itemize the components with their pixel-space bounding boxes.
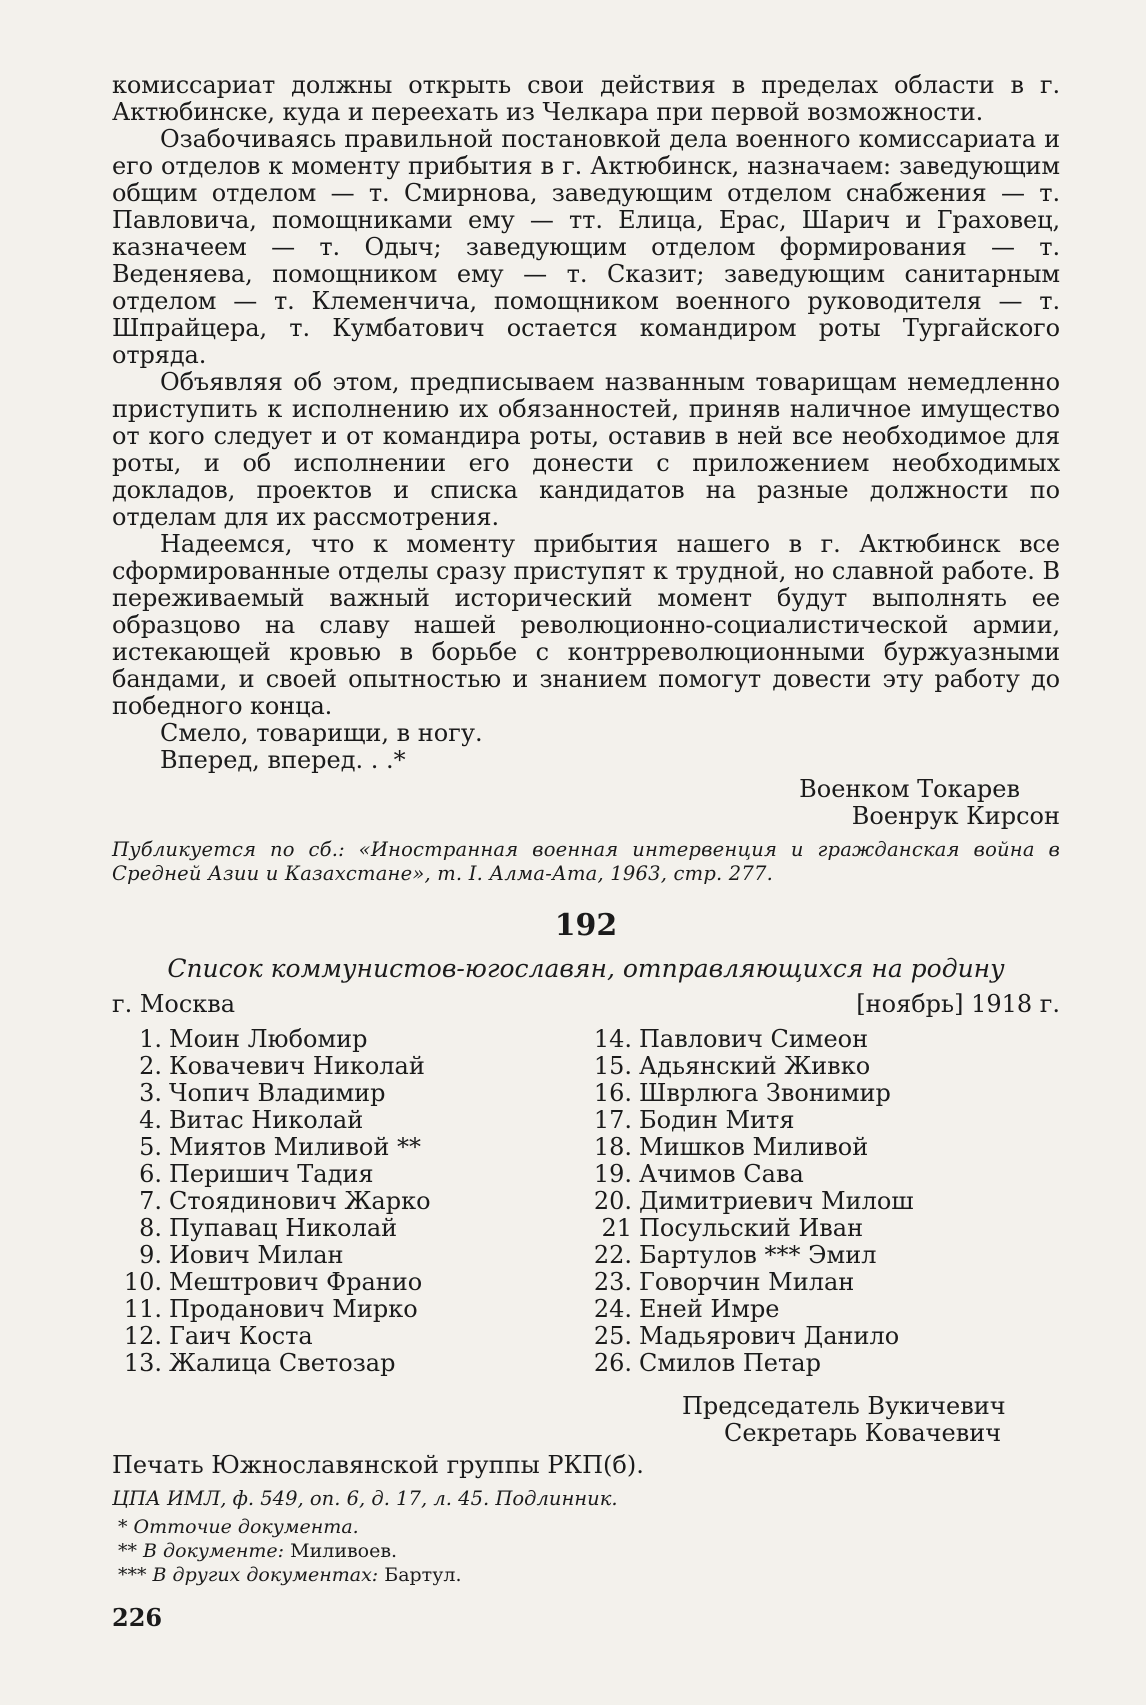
list-item-number: 13. [123,1349,162,1377]
list-item-number: 15. [593,1052,632,1080]
list-item-number: 17. [593,1106,632,1134]
list-item-number: 26. [593,1349,632,1377]
list-item [112,1242,582,1269]
list-item [112,1269,582,1296]
list-item-number: 9. [139,1241,162,1269]
list-item [582,1242,1060,1269]
list-item-name: Говорчин Милан [639,1268,855,1296]
footnote-value: Бартул. [384,1564,462,1586]
list-item-name: Ачимов Сава [639,1160,804,1188]
list-item-name: Гаич Коста [169,1322,313,1350]
signature-line: Председатель Вукичевич [682,1392,1006,1420]
list-item-name: Павлович Симеон [639,1025,869,1053]
list-item-number: 12. [123,1322,162,1350]
list-item-number: 8. [139,1214,162,1242]
list-item-number: 3. [139,1079,162,1107]
list-item-name: Ковачевич Николай [169,1052,425,1080]
paragraph: Объявляя об этом, предписываем названным товарищам немедленно приступить к исполнению их обязанностей, приняв наличное имущество от кого следует и от командира роты, оставив в ней все необходимое для роты, и об исполнении его донести с приложением необходимых докладов, проектов и списка кандидатов на разные должности по отделам для их рассмотрения. [112,368,1060,531]
list-item-name: Витас Николай [169,1106,364,1134]
footnote-mark: *** [118,1564,153,1586]
list-item-name: Мадьярович Данило [639,1322,900,1350]
signature-line: Секретарь Ковачевич [724,1419,1002,1447]
list-item [582,1080,1060,1107]
list-item [112,1350,582,1377]
archive-reference: ЦПА ИМЛ, ф. 549, оп. 6, д. 17, л. 45. Подлинник. [112,1487,618,1510]
list-item [582,1323,1060,1350]
list-item-number: 7. [139,1187,162,1215]
seal-note: Печать Южнославянской группы РКП(б). [112,1451,644,1479]
list-item-name: Посульский Иван [639,1214,864,1242]
list-item [112,1053,582,1080]
list-item-number: 19. [593,1160,632,1188]
list-item-number: 16. [593,1079,632,1107]
list-item-name: Миятов Миливой ** [169,1133,421,1161]
footnote-label: В документе: [143,1540,291,1562]
date: [ноябрь] 1918 г. [856,990,1060,1018]
list-item-number: 20. [593,1187,632,1215]
list-item [582,1269,1060,1296]
list-item-number: 6. [139,1160,162,1188]
list-item-number: 24. [593,1295,632,1323]
list-item-number: 21 [601,1214,632,1242]
document-number: 192 [554,908,618,943]
list-item-name: Мишков Миливой [639,1133,869,1161]
list-item-name: Шврлюга Звонимир [639,1079,891,1107]
list-item [112,1188,582,1215]
document-title: Список коммунистов-югославян, отправляющихся на родину [167,954,1005,983]
list-item-number: 11. [123,1295,162,1323]
list-item [112,1323,582,1350]
list-item-number: 5. [139,1133,162,1161]
list-item-number: 10. [123,1268,162,1296]
footnote-mark: * [118,1516,134,1538]
closing-line: Вперед, вперед. . .* [160,746,406,774]
list-item-name: Проданович Мирко [169,1295,418,1323]
list-item-name: Пупавац Николай [169,1214,398,1242]
list-item-number: 1. [139,1025,162,1053]
list-item [112,1026,582,1053]
list-item-name: Адьянский Живко [639,1052,871,1080]
footnote-mark: ** [118,1540,144,1562]
name-list [112,1026,1060,1377]
list-item-name: Еней Имре [639,1295,780,1323]
paragraph: Надеемся, что к моменту прибытия нашего в г. Актюбинск все сформированные отделы сразу приступят к трудной, но славной работе. В переживаемый важный исторический момент будут выполнять ее образцово на славу нашей революционно-социалистической армии, истекающей кровью в борьбе с контрреволюционными буржуазными бандами, и своей опытностью и знанием помогут довести эту работу до победного конца. [112,530,1060,720]
publication-note: Публикуется по сб.: «Иностранная военная интервенция и гражданская война в Средней Азии и Казахстане», т. I. Алма-Ата, 1963, стр. 277. [112,838,1060,885]
list-item-name: Стоядинович Жарко [169,1187,431,1215]
footnote [118,1539,1060,1563]
list-item [112,1296,582,1323]
signatures-top [112,776,1060,830]
list-item-name: Бартулов *** Эмил [639,1241,877,1269]
list-item [582,1215,1060,1242]
list-item-name: Димитриевич Милош [639,1187,914,1215]
footnote-label: Отточие документа. [133,1516,359,1538]
signature-line: Военком Токарев [799,775,1020,803]
list-item [112,1215,582,1242]
list-item [112,1134,582,1161]
list-item-number: 18. [593,1133,632,1161]
list-item-name: Иович Милан [169,1241,344,1269]
page-number: 226 [112,1603,163,1632]
list-item [112,1080,582,1107]
list-item-name: Жалица Светозар [169,1349,396,1377]
list-item [112,1161,582,1188]
place-date-line [112,990,1060,1018]
list-item [582,1026,1060,1053]
list-item-name: Смилов Петар [639,1349,821,1377]
closing-line: Смело, товарищи, в ногу. [160,719,483,747]
list-item-number: 4. [139,1106,162,1134]
list-item-name: Мештрович Франио [169,1268,423,1296]
paragraph: Озабочиваясь правильной постановкой дела военного комиссариата и его отделов к моменту прибытия в г. Актюбинск, назначаем: заведующим общим отделом — т. Смирнова, заведующим отделом снабжения — т. Павловича, помощниками ему — тт. Елица, Ерас, Шарич и Граховец, казначеем — т. Одыч; заведующим отделом формирования — т. Веденяева, помощником ему — т. Сказит; заведующим санитарным отделом — т. Клеменчича, помощником военного руководителя — т. Шпрайцера, т. Кумбатович остается командиром роты Тургайского отряда. [112,125,1060,369]
list-item-number: 14. [593,1025,632,1053]
list-item [582,1107,1060,1134]
list-item [582,1350,1060,1377]
list-item-number: 23. [593,1268,632,1296]
footnote [118,1515,1060,1539]
footnotes [112,1515,1060,1587]
list-item-number: 25. [593,1322,632,1350]
list-column-left [112,1026,582,1377]
list-item [582,1161,1060,1188]
list-item-name: Чопич Владимир [169,1079,386,1107]
signature-line: Военрук Кирсон [851,802,1060,830]
footnote [118,1563,1060,1587]
list-item-number: 22. [593,1241,632,1269]
list-item [582,1053,1060,1080]
list-item [582,1188,1060,1215]
list-item-name: Бодин Митя [639,1106,795,1134]
list-item-name: Перишич Тадия [169,1160,374,1188]
list-item-number: 2. [139,1052,162,1080]
list-column-right [582,1026,1060,1377]
paragraph: комиссариат должны открыть свои действия в пределах области в г. Актюбинске, куда и переехать из Челкара при первой возможности. [112,71,1060,126]
signatures-bottom [682,1393,1060,1447]
list-item [112,1107,582,1134]
footnote-label: В других документах: [152,1564,385,1586]
list-item-name: Моин Любомир [169,1025,368,1053]
footnote-value: Миливоев. [290,1540,398,1562]
place: г. Москва [112,990,236,1018]
document-page [112,72,1060,1632]
list-item [582,1134,1060,1161]
list-item [582,1296,1060,1323]
